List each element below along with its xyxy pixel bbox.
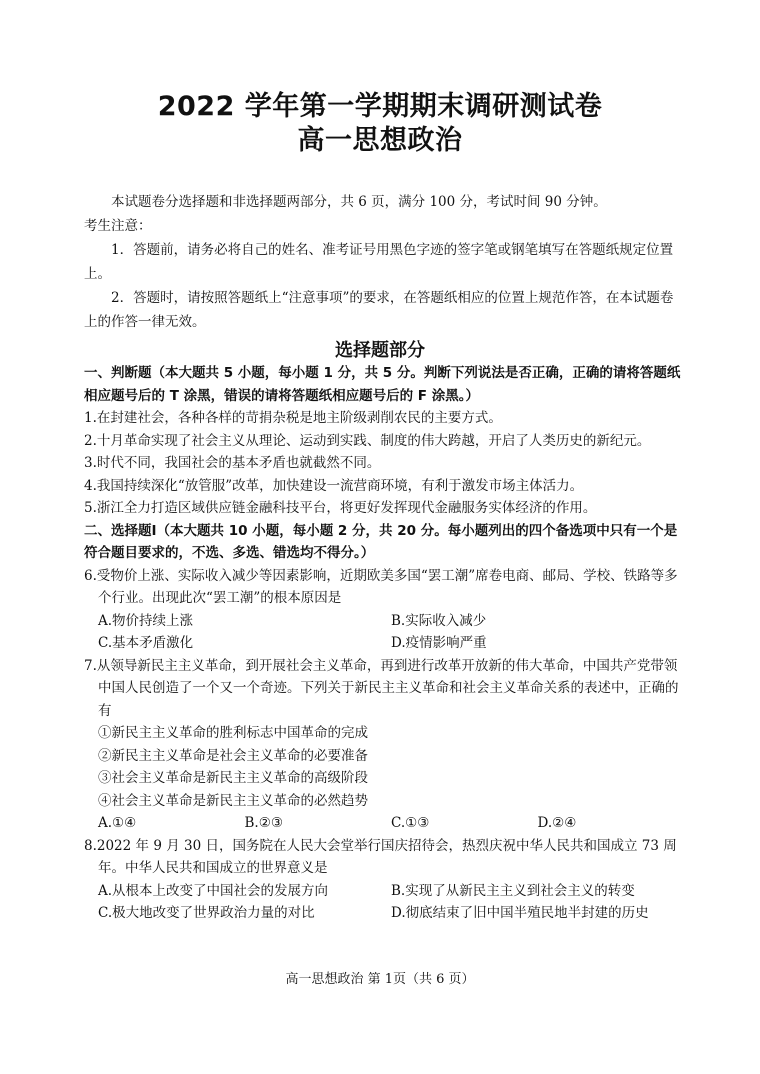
option-d: D.彻底结束了旧中国半殖民地半封建的历史: [391, 905, 649, 921]
option-a: A.从根本上改变了中国社会的发展方向: [98, 882, 329, 899]
option-b: B.实现了从新民主主义到社会主义的转变: [391, 882, 635, 899]
question-6-options-row1: [84, 610, 684, 633]
instructions: [84, 190, 684, 334]
option-b: B.实际收入减少: [391, 612, 487, 629]
questions-body: [84, 362, 684, 925]
option-c: C.极大地改变了世界政治力量的对比: [98, 905, 315, 921]
statement-1: ①新民主主义革命的胜利标志中国革命的完成: [98, 725, 368, 741]
option-b: B.②③: [244, 815, 283, 831]
question-6-stem: 6.受物价上涨、实际收入减少等因素影响，近期欧美多国“罢工潮”席卷电商、邮局、学校、铁路等多个行业。出现此次“罢工潮”的根本原因是: [84, 567, 678, 606]
instructions-summary: 本试题卷分选择题和非选择题两部分，共 6 页，满分 100 分，考试时间 90 分钟。: [111, 194, 607, 210]
judge-question-1: 1.在封建社会，各种各样的苛捐杂税是地主阶级剥削农民的主要方式。: [84, 410, 502, 426]
section-title: 选择题部分: [335, 340, 425, 361]
exam-subject: 高一思想政治: [297, 125, 463, 156]
exam-title: 2022 学年第一学期期末调研测试卷: [157, 91, 603, 122]
option-d: D.疫情影响严重: [391, 635, 487, 651]
page-footer: 高一思想政治 第 1页（共 6 页）: [285, 972, 475, 987]
question-8-options-row1: [84, 880, 684, 903]
option-d: D.②④: [537, 815, 577, 831]
option-c: C.基本矛盾激化: [98, 635, 194, 651]
question-8-options-row2: [84, 902, 684, 925]
judge-question-5: 5.浙江全力打造区域供应链金融科技平台，将更好发挥现代金融服务实体经济的作用。: [84, 500, 597, 516]
judge-question-3: 3.时代不同，我国社会的基本矛盾也就截然不同。: [84, 455, 381, 471]
option-a: A.①④: [98, 815, 137, 831]
part2-heading: 二、选择题Ⅰ（本大题共 10 小题，每小题 2 分，共 20 分。每小题列出的四个备选项中只有一个是符合题目要求的，不选、多选、错选均不得分。）: [84, 522, 678, 561]
notice-label: 考生注意：: [84, 218, 152, 234]
statement-2: ②新民主主义革命是社会主义革命的必要准备: [98, 747, 368, 764]
question-7-stem: 7.从领导新民主主义革命，到开展社会主义革命，再到进行改革开放新的伟大革命，中国共产党带领中国人民创造了一个又一个奇迹。下列关于新民主主义革命和社会主义革命关系的表述中，正确的有: [84, 657, 679, 719]
part1-heading: 一、判断题（本大题共 5 小题，每小题 1 分，共 5 分。判断下列说法是否正确，正确的请将答题纸相应题号后的 T 涂黑，错误的请将答题纸相应题号后的 F 涂黑。）: [84, 365, 681, 404]
statement-3: ③社会主义革命是新民主主义革命的高级阶段: [98, 770, 368, 786]
question-8-stem: 8.2022 年 9 月 30 日，国务院在人民大会堂举行国庆招待会，热烈庆祝中华人民共和国成立 73 周年。中华人民共和国成立的世界意义是: [84, 837, 677, 876]
judge-question-2: 2.十月革命实现了社会主义从理论、运动到实践、制度的伟大跨越，开启了人类历史的新纪元。: [84, 432, 651, 449]
judge-question-4: 4.我国持续深化“放管服”改革，加快建设一流营商环境，有利于激发市场主体活力。: [84, 477, 584, 494]
option-a: A.物价持续上涨: [98, 612, 194, 629]
option-c: C.①③: [391, 815, 430, 831]
question-7-options: [84, 812, 684, 835]
statement-4: ④社会主义革命是新民主主义革命的必然趋势: [98, 792, 368, 809]
notice-item-1: 1．答题前，请务必将自己的姓名、准考证号用黑色字迹的签字笔或钢笔填写在答题纸规定位置上。: [84, 242, 674, 282]
question-6-options-row2: [84, 632, 684, 655]
notice-item-2: 2．答题时，请按照答题纸上“注意事项”的要求，在答题纸相应的位置上规范作答，在本试题卷上的作答一律无效。: [84, 290, 674, 330]
